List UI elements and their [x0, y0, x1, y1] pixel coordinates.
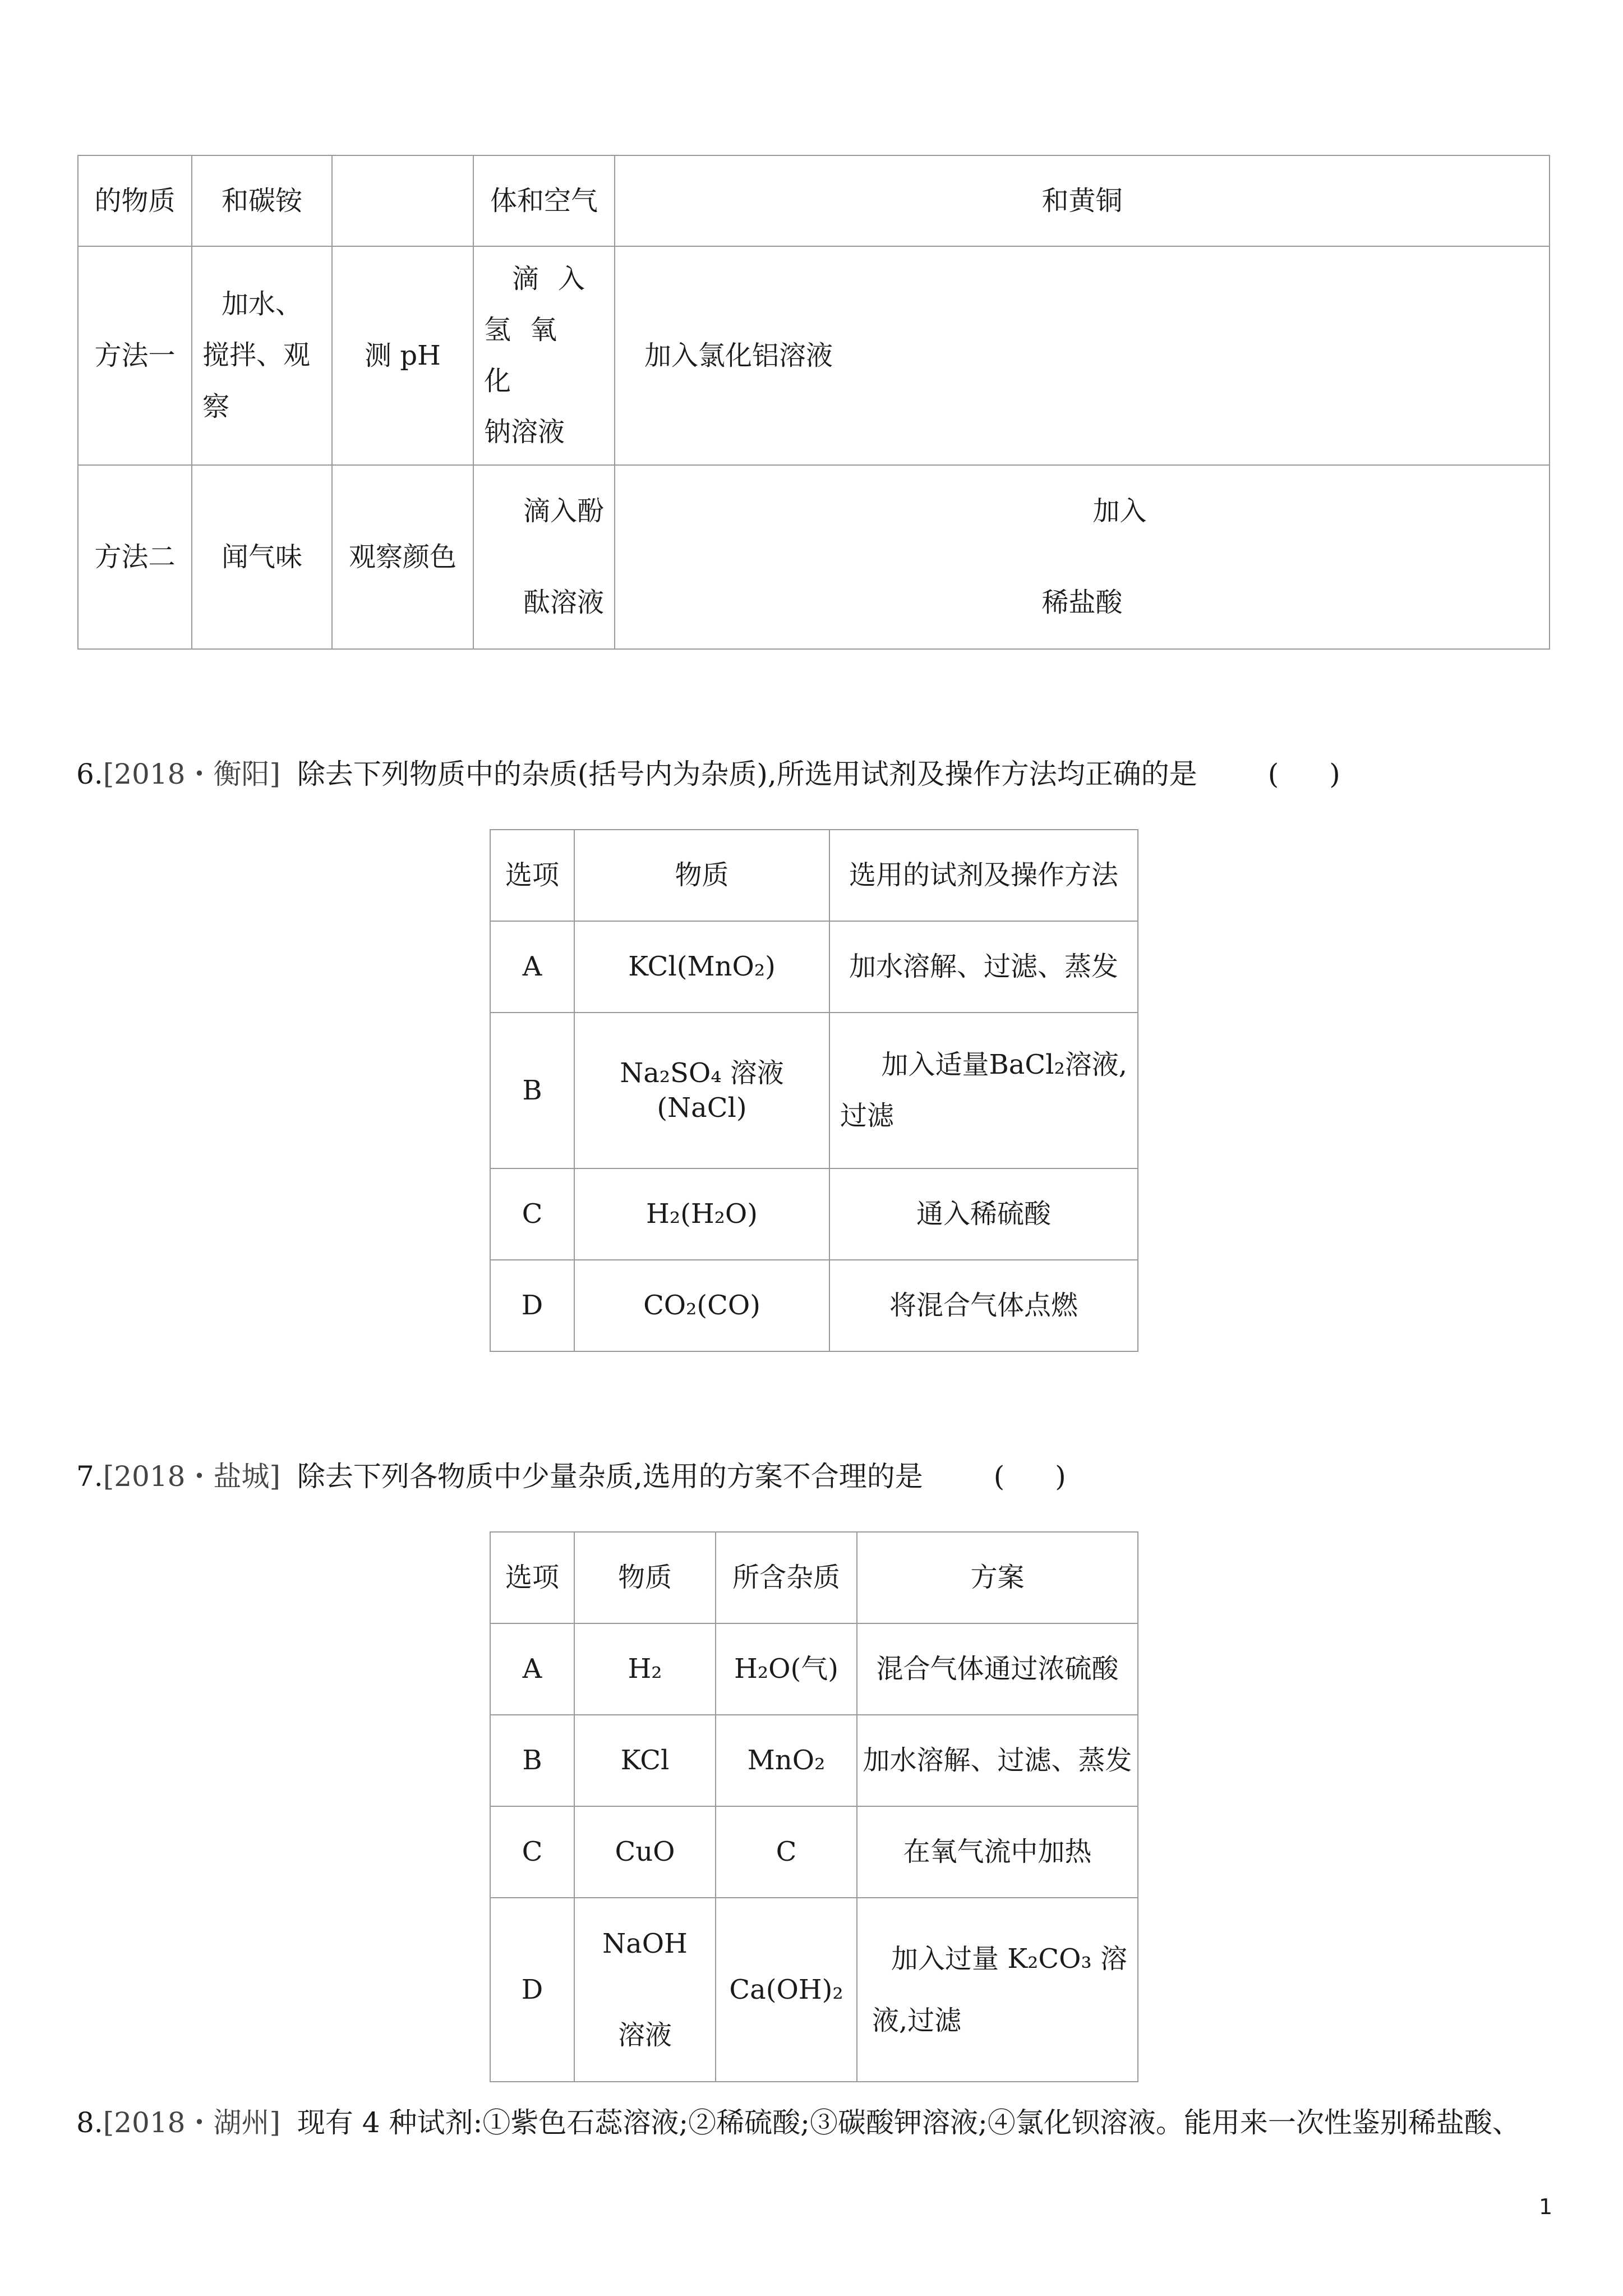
cell-line: 滴入	[511, 263, 604, 295]
method-cell: 通入稀硫酸	[829, 1168, 1138, 1260]
plan-cell: 在氧气流中加热	[857, 1806, 1138, 1898]
impurity-cell: MnO₂	[716, 1715, 857, 1806]
impurity-cell: Ca(OH)₂	[716, 1898, 857, 2082]
question-source: [2018・盐城]	[103, 1460, 280, 1493]
question-source: [2018・衡阳]	[103, 758, 280, 790]
table-row	[490, 1806, 1138, 1898]
option-label: B	[490, 1715, 574, 1806]
column-header: 方案	[857, 1532, 1138, 1623]
question-number: 6.	[76, 758, 103, 790]
option-label: A	[490, 1623, 574, 1715]
table-row	[490, 1715, 1138, 1806]
table-cell: 观察颜色	[332, 465, 473, 649]
question-text: 现有 4 种试剂:①紫色石蕊溶液;②稀硫酸;③碳酸钾溶液;④氯化钡溶液。能用来一次性鉴别稀盐酸、	[297, 2106, 1520, 2139]
cell-line: 滴入酚	[523, 495, 604, 527]
identification-table	[77, 155, 1550, 650]
cell-line: 溶液	[617, 2019, 672, 2051]
option-label: D	[490, 1898, 574, 2082]
question-text: 除去下列物质中的杂质(括号内为杂质),所选用试剂及操作方法均正确的是	[297, 758, 1197, 790]
question-number: 7.	[76, 1460, 103, 1493]
table-row	[490, 1532, 1138, 1623]
cell-line: 搅拌、观	[202, 339, 311, 371]
plan-cell	[857, 1898, 1138, 2082]
answer-bracket: ( )	[993, 1460, 1066, 1493]
table-cell	[473, 246, 615, 465]
table-row	[78, 155, 1550, 246]
table-cell	[615, 465, 1550, 649]
method-cell: 加水溶解、过滤、蒸发	[829, 921, 1138, 1013]
table-row	[490, 921, 1138, 1013]
substance-cell: Na₂SO₄ 溶液(NaCl)	[574, 1013, 829, 1168]
option-label: A	[490, 921, 574, 1013]
substance-cell: KCl	[574, 1715, 716, 1806]
substance-cell: KCl(MnO₂)	[574, 921, 829, 1013]
method-cell	[829, 1013, 1138, 1168]
cell-line: 加入	[1092, 495, 1147, 527]
table-row	[78, 465, 1550, 649]
table-cell: 的物质	[78, 155, 192, 246]
column-header: 选项	[490, 1532, 574, 1623]
method-label: 方法二	[78, 465, 192, 649]
question-source: [2018・湖州]	[103, 2106, 280, 2139]
column-header: 物质	[574, 1532, 716, 1623]
column-header: 所含杂质	[716, 1532, 857, 1623]
question-8	[76, 2100, 1520, 2141]
table-cell: 和碳铵	[192, 155, 332, 246]
column-header: 物质	[574, 830, 829, 921]
substance-cell: CO₂(CO)	[574, 1260, 829, 1351]
q7-options-table	[490, 1531, 1138, 2082]
table-cell: 测 pH	[332, 246, 473, 465]
column-header: 选项	[490, 830, 574, 921]
table-cell	[473, 465, 615, 649]
table-row	[490, 1898, 1138, 2082]
plan-cell: 混合气体通过浓硫酸	[857, 1623, 1138, 1715]
cell-line: 加入过量 K₂CO₃ 溶	[891, 1943, 1127, 1975]
table-row	[490, 1623, 1138, 1715]
table-cell	[192, 246, 332, 465]
cell-line: 稀盐酸	[1041, 587, 1123, 619]
substance-cell	[574, 1898, 716, 2082]
table-row	[490, 1168, 1138, 1260]
answer-bracket: ( )	[1267, 758, 1340, 790]
cell-line: 加水、	[221, 288, 302, 320]
page-number: 1	[1539, 2194, 1553, 2219]
table-cell: 闻气味	[192, 465, 332, 649]
table-row	[490, 1013, 1138, 1168]
column-header: 选用的试剂及操作方法	[829, 830, 1138, 921]
table-cell: 加入氯化铝溶液	[615, 246, 1550, 465]
impurity-cell: H₂O(气)	[716, 1623, 857, 1715]
cell-line: 过滤	[840, 1100, 895, 1131]
question-7	[76, 1454, 1066, 1494]
plan-cell: 加水溶解、过滤、蒸发	[857, 1715, 1138, 1806]
question-number: 8.	[76, 2106, 103, 2139]
option-label: C	[490, 1168, 574, 1260]
impurity-cell: C	[716, 1806, 857, 1898]
table-row	[490, 830, 1138, 921]
table-cell	[332, 155, 473, 246]
question-6	[76, 752, 1340, 792]
cell-line: 钠溶液	[484, 416, 565, 448]
table-row	[78, 246, 1550, 465]
option-label: D	[490, 1260, 574, 1351]
cell-line: 氢氧化	[484, 314, 577, 397]
substance-cell: H₂	[574, 1623, 716, 1715]
question-text: 除去下列各物质中少量杂质,选用的方案不合理的是	[297, 1460, 923, 1493]
substance-cell: H₂(H₂O)	[574, 1168, 829, 1260]
option-label: C	[490, 1806, 574, 1898]
cell-line: 酞溶液	[523, 587, 604, 619]
option-label: B	[490, 1013, 574, 1168]
cell-line: NaOH	[602, 1928, 688, 1959]
cell-line: 察	[202, 390, 230, 422]
cell-line: 液,过滤	[872, 2005, 962, 2037]
table-row	[490, 1260, 1138, 1351]
method-label: 方法一	[78, 246, 192, 465]
cell-line: 加入适量BaCl₂溶液,	[881, 1048, 1127, 1080]
q6-options-table	[490, 829, 1138, 1352]
table-cell: 和黄铜	[615, 155, 1550, 246]
table-cell: 体和空气	[473, 155, 615, 246]
method-cell: 将混合气体点燃	[829, 1260, 1138, 1351]
substance-cell: CuO	[574, 1806, 716, 1898]
